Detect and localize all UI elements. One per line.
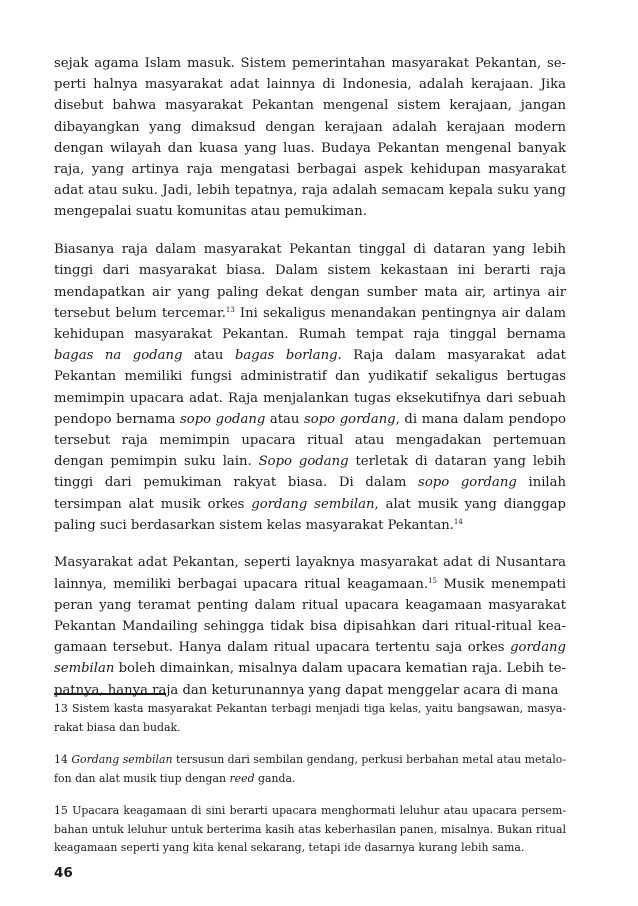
footnotes bbox=[54, 700, 566, 872]
text-run: atau bbox=[265, 411, 305, 427]
text-run: Musik menempati peran yang teramat penting dalam ritual upacara keagamaan masyarakat Pekantan Mandailing sehingga tidak bisa dipisahkan dari ritual-ritual keagamaan tersebut. Hanya dalam ritual upacara tertentu saja orkes bbox=[54, 576, 566, 656]
footnote-13 bbox=[54, 700, 566, 737]
text-run: Biasanya raja dalam masyarakat Pekantan tinggal di dataran yang lebih tinggi dari masyarakat biasa. Dalam sistem kekastaan ini berarti raja mendapatkan air yang paling dekat dengan sumber mata air, artinya air tersebut belum tercemar. bbox=[54, 242, 566, 321]
footnote-text: ganda. bbox=[254, 771, 296, 785]
text-run: boleh dimainkan, misalnya dalam upacara kematian raja. Lebih tepatnya, hanya raja dan keturunannya yang dapat menggelar acara di mana bbox=[54, 661, 566, 698]
footnote-separator bbox=[54, 693, 166, 695]
footnote-15 bbox=[54, 802, 566, 858]
body-text bbox=[54, 53, 566, 701]
text-run: terletak di dataran yang lebih tinggi dari pemukiman rakyat biasa. Di dalam bbox=[54, 454, 566, 491]
italic-term: Gordang sembilan bbox=[71, 753, 173, 766]
footnote-text: tersusun dari sembilan gendang, perkusi berbahan metal atau metalofon dan alat musik tiup dengan bbox=[54, 753, 567, 785]
text-run: sejak agama Islam masuk. Sistem pemerintahan masyarakat Pekantan, seperti halnya masyarakat adat lainnya di Indonesia, adalah kerajaan. Jika disebut bahwa masyarakat Pekantan mengenal sistem kerajaan, jangan dibayangkan yang dimaksud dengan kerajaan adalah kerajaan modern dengan wilayah dan kuasa yang luas. Budaya Pekantan mengenal banyak raja, yang artinya raja mengatasi berbagai aspek kehidupan masyarakat adat atau suku. Jadi, lebih tepatnya, raja adalah semacam kepala suku yang mengepalai suatu komunitas atau pemukiman. bbox=[54, 56, 566, 220]
italic-term: sopo gordang bbox=[304, 411, 396, 427]
footnote-ref-13[interactable]: 13 bbox=[225, 305, 235, 314]
footnote-ref-14[interactable]: 14 bbox=[453, 517, 463, 526]
footnote-text: 13 Sistem kasta masyarakat Pekantan terbagi menjadi tiga kelas, yaitu bangsawan, masyarakat biasa dan budak. bbox=[54, 702, 566, 734]
footnote-ref-15[interactable]: 15 bbox=[428, 576, 437, 585]
italic-term: sopo gordang bbox=[418, 475, 517, 491]
paragraph bbox=[54, 53, 566, 223]
footnote-text: 14 bbox=[54, 753, 72, 766]
footnote-text: 15 Upacara keagamaan di sini berarti upacara menghormati leluhur atau upacara persembahan untuk leluhur untuk berterima kasih atas keberhasilan panen, misalnya. Bukan ritual keagamaan seperti yang kita kenal sekarang, tetapi ide dasarnya kurang lebih sama. bbox=[54, 804, 566, 854]
text-run: atau bbox=[182, 348, 235, 364]
text-run: , alat musik yang dianggap paling suci berdasarkan sistem kelas masyarakat Pekantan. bbox=[54, 496, 566, 533]
italic-term: Sopo godang bbox=[258, 454, 349, 470]
italic-term: gordang sembilan bbox=[251, 496, 375, 512]
italic-term: reed bbox=[229, 771, 255, 785]
italic-term: bagas borlang bbox=[234, 348, 338, 364]
paragraph bbox=[54, 239, 566, 536]
paragraph bbox=[54, 552, 566, 700]
text-run: . Raja dalam masyarakat adat Pekantan memiliki fungsi administratif dan yudikatif sekaligus bertugas memimpin upacara adat. Raja menjalankan tugas eksekutifnya dari sebuah pendopo bernama bbox=[54, 348, 566, 427]
text-run: , di mana dalam pendopo tersebut raja memimpin upacara ritual atau mengadakan pertemuan dengan pemimpin suku lain. bbox=[54, 411, 566, 470]
italic-term: gordang sembilan bbox=[54, 640, 566, 677]
text-run: Masyarakat adat Pekantan, seperti layaknya masyarakat adat di Nusantara lainnya, memiliki berbagai upacara ritual keagamaan. bbox=[54, 555, 566, 592]
text-run: inilah tersimpan alat musik orkes bbox=[54, 475, 566, 512]
text-run: Ini sekaligus menandakan pentingnya air dalam kehidupan masyarakat Pekantan. Rumah tempat raja tinggal bernama bbox=[54, 305, 567, 342]
page-number: 46 bbox=[54, 865, 73, 881]
italic-term: sopo godang bbox=[179, 411, 266, 427]
footnote-14 bbox=[54, 751, 566, 788]
italic-term: bagas na godang bbox=[54, 348, 183, 364]
